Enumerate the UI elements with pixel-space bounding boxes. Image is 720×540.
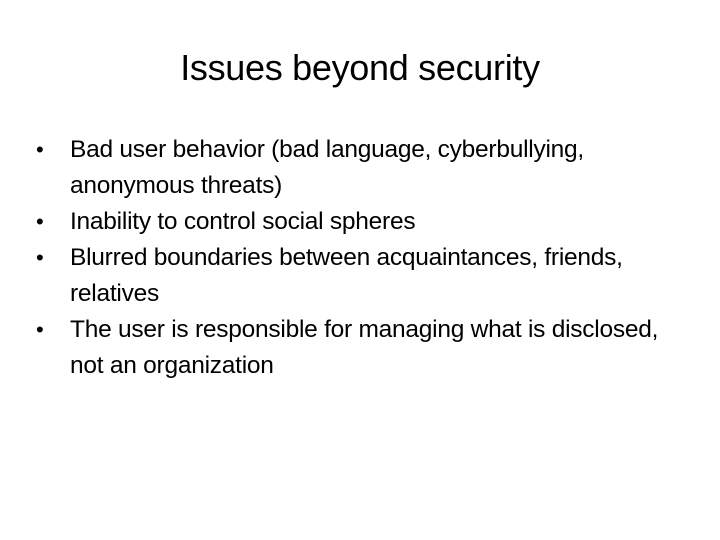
bullet-text: The user is responsible for managing what is disclosed, not an organization (70, 316, 659, 379)
bullet-dot-icon: • (36, 317, 44, 342)
bullet-list (36, 132, 676, 384)
bullet-text: Blurred boundaries between acquaintances, friends, relatives (70, 244, 623, 307)
slide-title: Issues beyond security (180, 47, 540, 88)
bullet-item (36, 312, 676, 384)
bullet-text: Inability to control social spheres (70, 208, 416, 235)
bullet-dot-icon: • (36, 209, 44, 234)
bullet-item (36, 240, 676, 312)
bullet-text: Bad user behavior (bad language, cyberbullying, anonymous threats) (70, 136, 584, 199)
bullet-item (36, 132, 676, 204)
bullet-dot-icon: • (36, 245, 44, 270)
bullet-item (36, 204, 676, 240)
bullet-dot-icon: • (36, 137, 44, 162)
